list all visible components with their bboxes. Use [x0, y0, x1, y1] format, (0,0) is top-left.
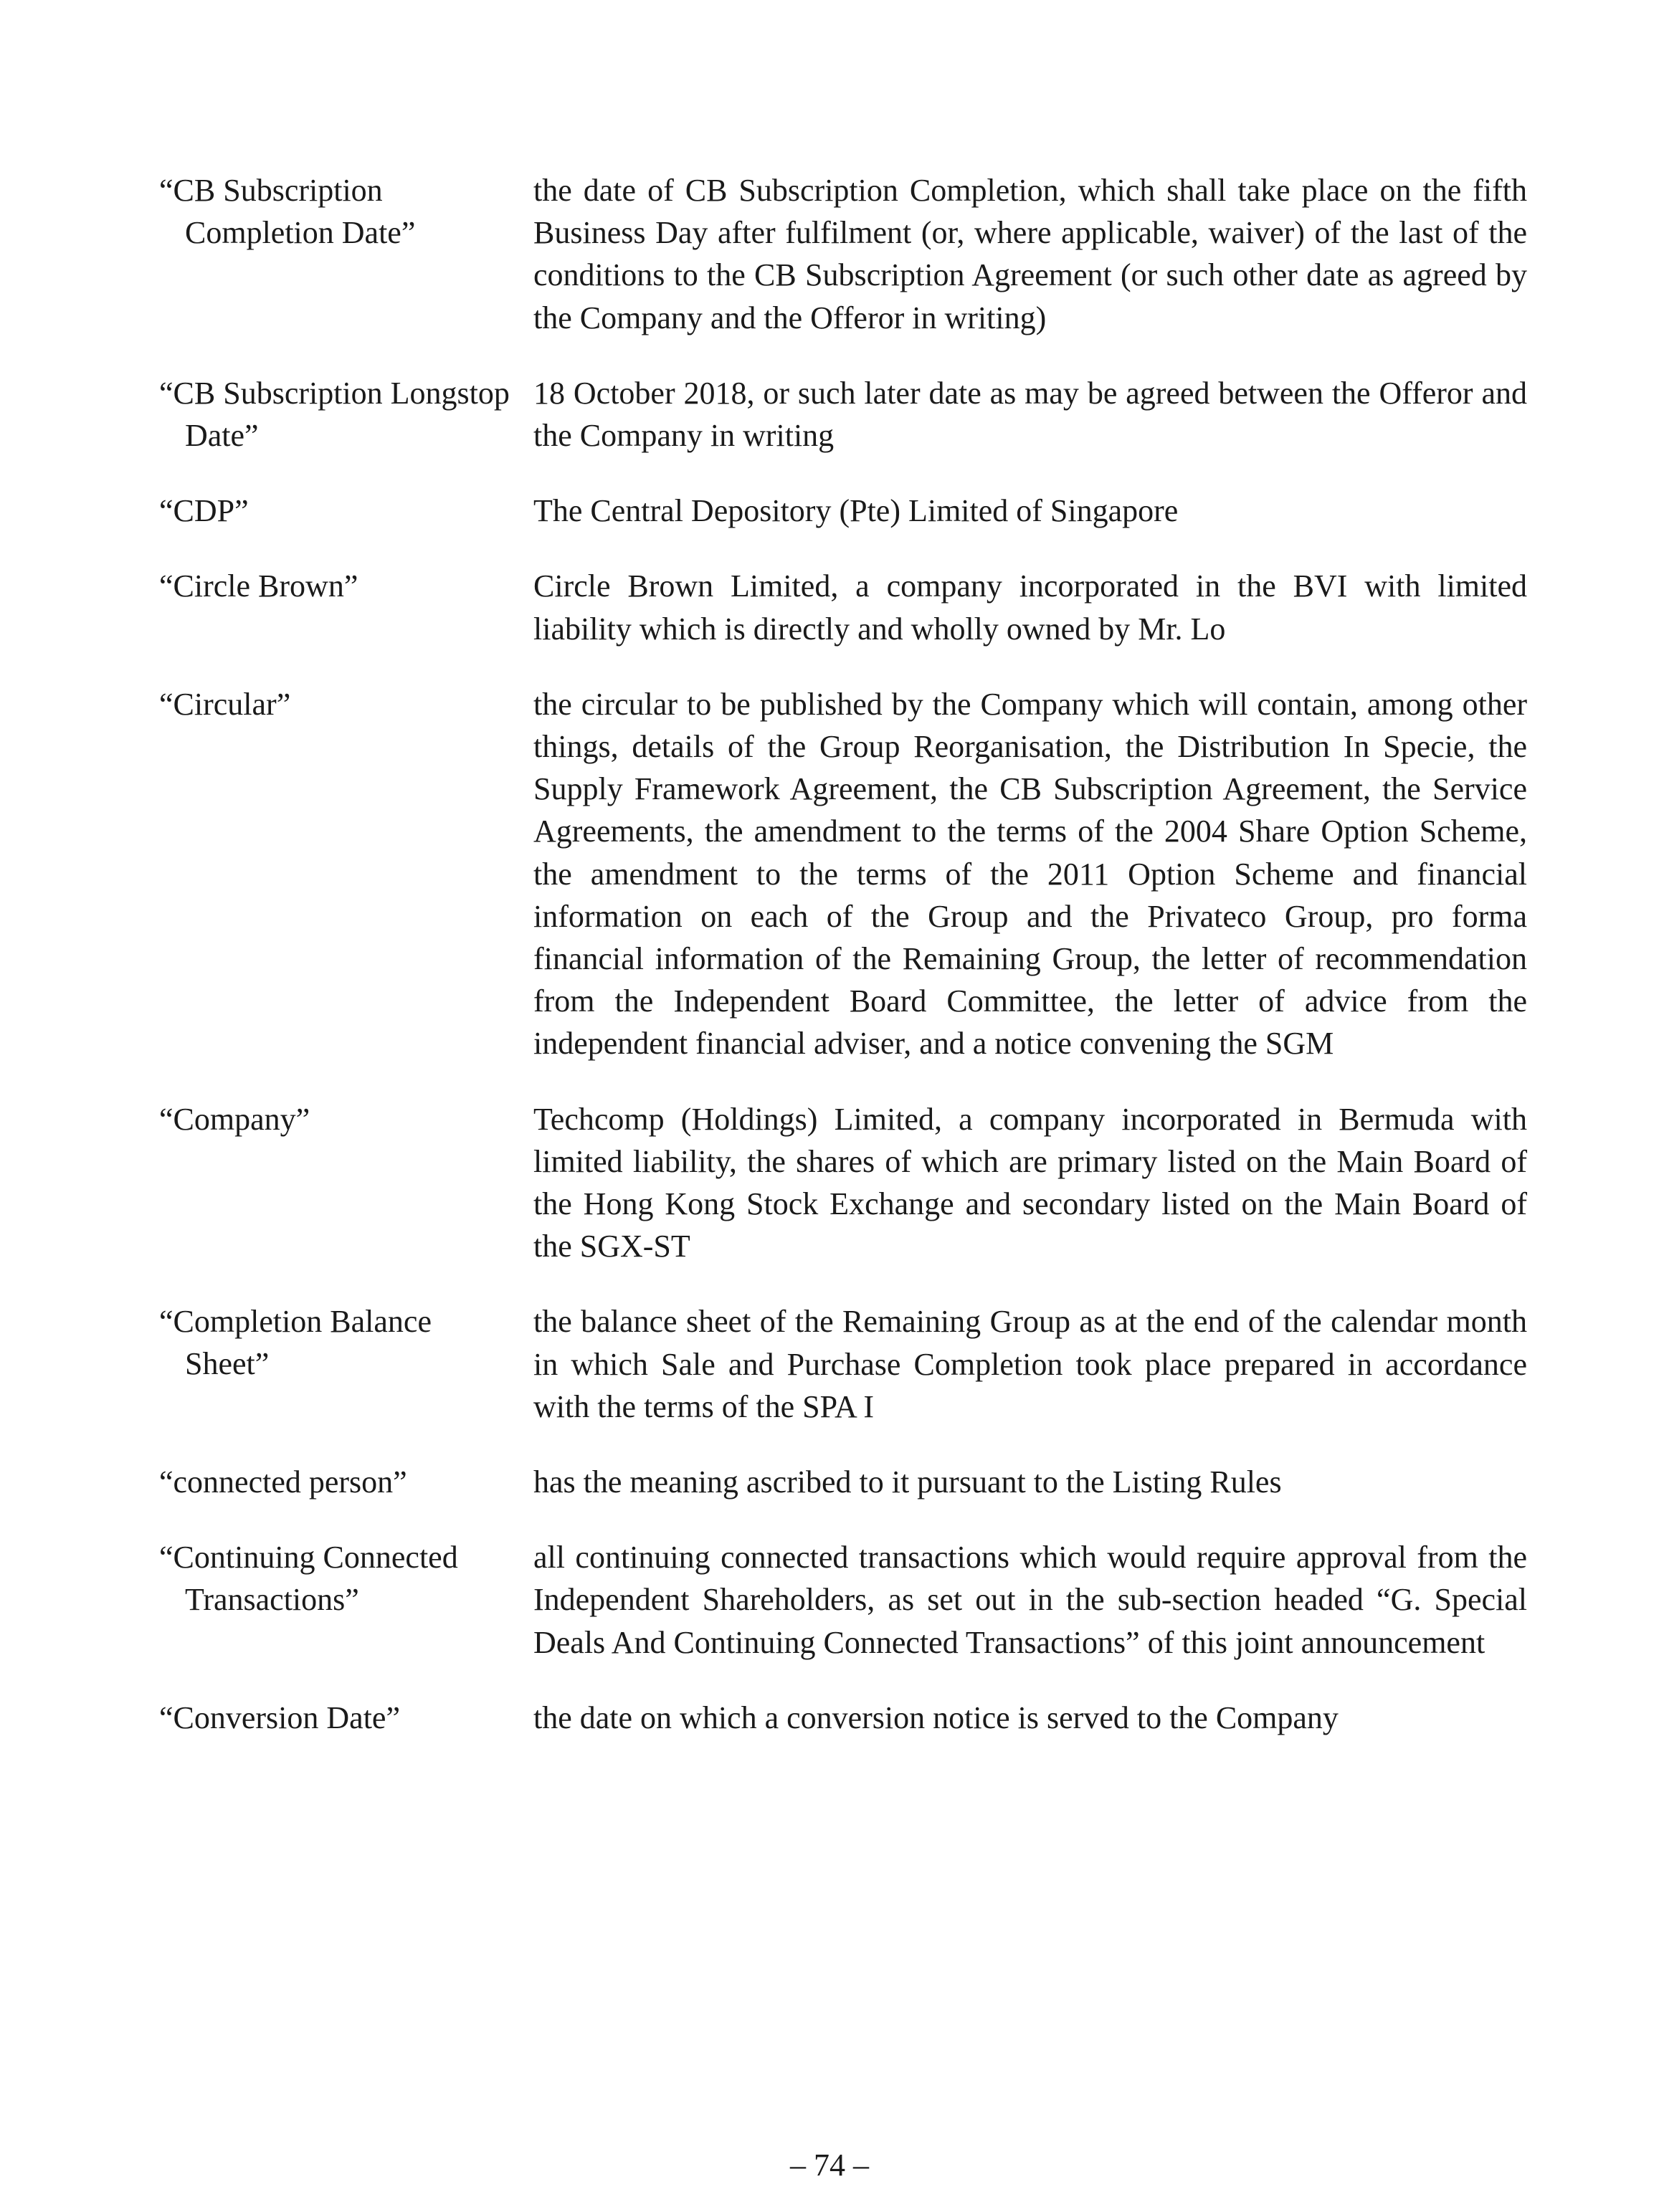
definition-text: has the meaning ascribed to it pursuant to the Listing Rules [533, 1464, 1282, 1500]
definition-text: the date on which a conversion notice is served to the Company [533, 1699, 1339, 1735]
definition-text: Techcomp (Holdings) Limited, a company incorporated in Bermuda with limited liability, the shares of which are primary listed on the Main Board of the Hong Kong Stock Exchange and secondary listed on the Main Board of the SGX-ST [533, 1101, 1527, 1264]
definition-text: the circular to be published by the Company which will contain, among other things, details of the Group Reorganisation, the Distribution In Specie, the Supply Framework Agreement, the CB Subscription Agreement, the Service Agreements, the amendment to the terms of the 2004 Share Option Scheme, the amendment to the terms of the 2011 Option Scheme and financial information on each of the Group and the Privateco Group, pro forma financial information of the Remaining Group, the letter of recommendation from the Independent Board Committee, the letter of advice from the independent financial adviser, and a notice convening the SGM [533, 686, 1527, 1062]
definition-term: “CB Subscription Longstop Date” [159, 375, 510, 453]
definition-entry [159, 169, 1527, 339]
definition-text: 18 October 2018, or such later date as may be agreed between the Offeror and the Company in writing [533, 375, 1527, 454]
definition-term: “Circle Brown” [159, 568, 358, 604]
definition-text: all continuing connected transactions which would require approval from the Independent Shareholders, as set out in the sub-section headed “G. Special Deals And Continuing Connected Transactions” of this joint announcement [533, 1540, 1527, 1660]
definition-term: “Continuing Connected Transactions” [159, 1540, 458, 1618]
definition-entry [159, 1461, 1527, 1503]
definition-text: The Central Depository (Pte) Limited of Singapore [533, 493, 1179, 529]
definition-text: Circle Brown Limited, a company incorporated in the BVI with limited liability which is directly and wholly owned by Mr. Lo [533, 568, 1527, 647]
definition-text: the date of CB Subscription Completion, which shall take place on the fifth Business Day after fulfilment (or, where applicable, waiver) of the last of the conditions to the CB Subscription Agreement (or such other date as agreed by the Company and the Offeror in writing) [533, 173, 1527, 335]
definition-term: “Circular” [159, 686, 291, 722]
definition-term: “Conversion Date” [159, 1699, 400, 1735]
definition-entry [159, 1300, 1527, 1428]
definition-term: “Completion Balance Sheet” [159, 1304, 432, 1382]
definition-term: “Company” [159, 1101, 310, 1137]
definition-entry [159, 1697, 1527, 1739]
definition-entry [159, 683, 1527, 1065]
definition-term: “CB Subscription Completion Date” [159, 173, 416, 250]
definition-term: “CDP” [159, 493, 249, 529]
definition-entry [159, 1536, 1527, 1664]
definition-entry [159, 490, 1527, 532]
definition-entry [159, 565, 1527, 649]
definitions-list [159, 169, 1527, 1772]
definition-entry [159, 372, 1527, 457]
page-number: – 74 – [790, 2147, 869, 2183]
definition-entry [159, 1098, 1527, 1268]
definition-term: “connected person” [159, 1464, 407, 1500]
definition-text: the balance sheet of the Remaining Group as at the end of the calendar month in which Sale and Purchase Completion took place prepared in accordance with the terms of the SPA I [533, 1304, 1527, 1424]
